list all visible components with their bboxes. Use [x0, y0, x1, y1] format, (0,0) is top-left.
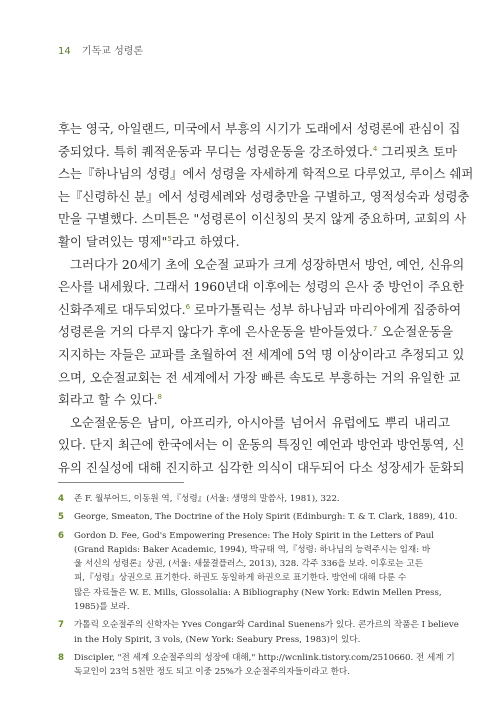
footnote-divider [58, 482, 184, 483]
body-line-text: 는『신령하신 분』에서 성령세례와 성령충만을 구별하고, 영적성숙과 성령충 [58, 188, 470, 204]
body-text [58, 118, 474, 480]
footnote [58, 510, 458, 524]
body-line-text-after: 오순절운동을 [377, 324, 454, 340]
body-line-text: 은사를 내세웠다. 그래서 1960년대 이후에는 성령의 은사 중 방언이 주요한 [58, 279, 465, 295]
body-line-text: 후는 영국, 아일랜드, 미국에서 부흥의 시기가 도래에서 성령론에 관심이 집 [58, 121, 461, 136]
body-line [58, 208, 467, 231]
body-line-text: 지지하는 자들은 교파를 초월하여 전 세계에 5억 명 이상이라고 추정되고 있 [58, 346, 465, 362]
footnote-line: Discipler, "전 세계 오순절주의의 성장에 대해," http://wcnlink.tistory.com/2510660. 전 세계 기 [74, 652, 455, 663]
footnote-number: 4 [58, 494, 64, 504]
footnote-line: 피,『성령』상권으로 표기한다. 하권도 동일하게 하권으로 표기한다. 방언에 대해 다룬 수 [74, 573, 407, 584]
body-line [58, 299, 462, 322]
body-line-text: 활이 달려있는 명제" [58, 233, 168, 249]
body-line [58, 141, 458, 164]
footnote-line: George, Smeaton, The Doctrine of the Holy Spirit (Edinburgh: T. & T. Clark, 1889), 410. [74, 512, 458, 523]
footnote-line: 독교인이 23억 5천만 정도 되고 이중 25%가 오순절주의자들이라고 한다. [74, 667, 350, 678]
running-header [58, 42, 143, 57]
body-line [58, 389, 450, 412]
footnote-number: 7 [58, 620, 64, 631]
footnote-marker: 5 [167, 234, 172, 243]
footnote-line: Gordon D. Fee, God's Empowering Presence: The Holy Spirit in the Letters of Paul [74, 530, 435, 541]
body-line-text: 오순절운동은 남미, 아프리카, 아시아를 넘어서 유럽에도 뿌리 내리고 [70, 414, 450, 430]
body-line-text: 으며, 오순절교회는 전 세계에서 가장 빠른 속도로 부흥하는 거의 유일한 교 [58, 369, 461, 385]
body-line-text-after: 라고 하였다. [171, 233, 240, 249]
footnote-marker: 8 [157, 393, 163, 401]
body-line [58, 434, 465, 457]
body-line-text: 그러다가 20세기 초에 오순절 교파가 크게 성장하면서 방언, 예언, 신유의 [70, 256, 465, 272]
footnote-number: 6 [58, 530, 64, 541]
footnote-line: in the Holy Spirit, 3 vols, (New York: Seabury Press, 1983)이 있다. [74, 634, 361, 645]
body-line-text: 만을 구별했다. 스미튼은 "성령론이 이신칭의 못지 않게 중요하며, 교회의 사 [58, 211, 467, 227]
footnote-line: 존 F. 월부어드, 이동원 역,『성령』(서울: 생명의 말씀사, 1981), 322. [74, 494, 340, 504]
footnote [58, 492, 450, 506]
footnote-line: 울 서신의 성령론』상권, (서울: 새물결플러스, 2013), 328. 각주 336을 보라. 이후로는 고든 [74, 559, 424, 570]
footnote-line: 1985)를 보라. [74, 602, 130, 613]
body-line [58, 367, 461, 390]
footnote-number: 8 [58, 652, 64, 663]
footnote-marker: 7 [372, 325, 378, 334]
body-line-text: 신화주제로 대두되었다. [58, 301, 186, 317]
body-line-text: 성령론을 거의 다루지 않다가 후에 은사운동을 받아들였다. [58, 324, 373, 340]
body-line-text: 있다. 단지 최근에 한국에서는 이 운동의 특징인 예언과 방언과 방언통역, 신 [58, 437, 465, 453]
body-line [58, 457, 465, 480]
body-line [58, 254, 465, 277]
body-line-text: 회라고 할 수 있다. [58, 392, 158, 408]
footnote-marker: 6 [185, 302, 191, 311]
footnotes [58, 492, 459, 684]
footnote-line: 가톨릭 오순절주의 신학자는 Yves Congar와 Cardinal Suenens가 있다. 콘가르의 작품은 I believe [74, 620, 459, 631]
book-title: 기독교 성령론 [81, 46, 144, 57]
page-number: 14 [58, 46, 71, 57]
footnote [58, 529, 450, 615]
body-line [58, 276, 465, 299]
body-line [58, 118, 461, 141]
body-line [58, 186, 470, 209]
footnote [58, 618, 459, 647]
body-line [58, 344, 465, 367]
body-line-text-after: 그리핏츠 토마 [377, 143, 458, 159]
footnote-line: 많은 자료들은 W. E. Mills, Glossolalia: A Bibliography (New York: Edwin Mellen Press, [74, 587, 442, 598]
body-line-text: 스는『하나님의 성령』에서 성령을 자세하게 학적으로 다루었고, 루이스 쉐퍼 [58, 166, 474, 182]
body-line [58, 321, 454, 344]
footnote [58, 651, 455, 680]
body-line-text: 중되었다. 특히 퀘적운동과 무디는 성령운동을 강조하였다. [58, 143, 373, 159]
footnote-line: (Grand Rapids: Baker Academic, 1994), 박규태 역,『성령: 하나님의 능력주시는 임재: 바 [74, 544, 431, 555]
body-line-text-after: 로마가톨릭는 성부 하나님과 마리아에게 집중하여 [190, 301, 462, 317]
body-line [58, 163, 474, 186]
body-line-text: 유의 진실성에 대해 진지하고 심각한 의식이 대두되어 다소 성장세가 둔화되 [58, 459, 465, 475]
body-line [58, 412, 450, 435]
footnote-marker: 4 [372, 144, 378, 153]
body-line [58, 231, 450, 254]
footnote-number: 5 [58, 512, 64, 523]
